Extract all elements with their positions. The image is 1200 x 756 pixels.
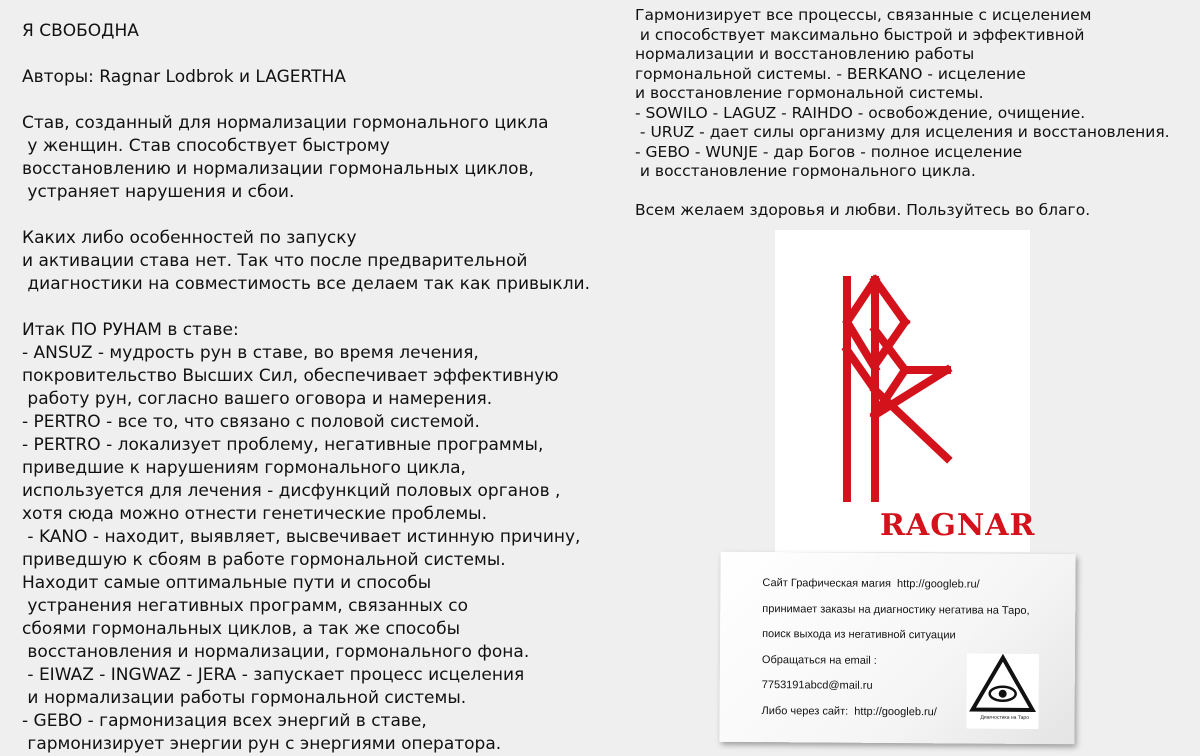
- runes-line: Находит самые оптимальные пути и способы: [22, 573, 432, 593]
- intro-line: Став, созданный для нормализации гормонального цикла: [22, 113, 549, 133]
- eye-in-triangle-icon: [967, 653, 1039, 714]
- runes-line: Итак ПО РУНАМ в ставе:: [22, 320, 239, 340]
- right-line: и способствует максимально быстрой и эффективной: [635, 25, 1085, 44]
- intro-line: у женщин. Став способствует быстрому: [22, 136, 390, 156]
- runes-line: приведшие к нарушениям гормонального цикла,: [22, 458, 466, 478]
- contact-note: [719, 552, 1075, 744]
- launch-line: и активации става нет. Так что после предварительной: [22, 251, 528, 271]
- page-title: Я СВОБОДНА: [22, 21, 139, 41]
- note-line: Обращаться на email :: [761, 653, 877, 667]
- ragnar-label: RAGNAR: [880, 508, 1036, 543]
- intro-line: восстановлению и нормализации гормональных циклов,: [22, 159, 534, 179]
- intro-line: устраняет нарушения и сбои.: [22, 182, 295, 202]
- right-line: и восстановление гормональной системы.: [635, 84, 984, 102]
- runes-line: - GEBO - гармонизация всех энергий в ставе,: [22, 711, 427, 731]
- right-line: - GEBO - WUNJE - дар Богов - полное исцеление: [635, 142, 1023, 161]
- runes-line: - PERTRO - все то, что связано с половой системой.: [22, 412, 480, 432]
- right-line: - URUZ - дает силы организму для исцеления и восстановления.: [635, 123, 1170, 141]
- right-line: Гармонизирует все процессы, связанные с исцелением: [635, 6, 1092, 24]
- runes-line: - PERTRO - локализует проблему, негативные программы,: [22, 435, 544, 455]
- rune-stave-image: [775, 230, 1036, 552]
- runes-line: приведшую к сбоям в работе гормональной системы.: [22, 550, 506, 570]
- note-line: Либо через сайт: http://googleb.ru/: [761, 704, 937, 718]
- runes-line: сбоями гормональных циклов, а так же способы: [22, 619, 460, 639]
- runes-line: восстановления и нормализации, гормонального фона.: [22, 642, 530, 662]
- right-line: нормализации и восстановлению работы: [635, 45, 975, 63]
- runes-line: работу рун, согласно вашего оговора и намерения.: [22, 389, 493, 409]
- right-line: гормональной системы. - BERKANO - исцеление: [635, 64, 1026, 83]
- right-line: - SOWILO - LAGUZ - RAIHDO - освобождение, очищение.: [635, 103, 1086, 122]
- runes-line: - EIWAZ - INGWAZ - JERA - запускает процесс исцеления: [22, 665, 525, 685]
- logo: [966, 653, 1039, 729]
- note-line: принимает заказы на диагностику негатива на Таро,: [762, 602, 1030, 617]
- launch-line: диагностики на совместимость все делаем так как привыкли.: [22, 274, 591, 294]
- logo-caption: Диагностика на Таро: [980, 714, 1030, 721]
- note-line: поиск выхода из негативной ситуации: [762, 628, 956, 642]
- runes-line: - KANO - находит, выявляет, высвечивает истинную причину,: [22, 527, 581, 547]
- right-column: [635, 6, 1195, 221]
- runes-line: устранения негативных программ, связанных со: [22, 596, 469, 616]
- left-column: [22, 20, 622, 756]
- closing-line: Всем желаем здоровья и любви. Пользуйтесь во благо.: [635, 201, 1091, 219]
- runes-line: используется для лечения - дисфункций половых органов ,: [22, 481, 561, 501]
- note-line: Сайт Графическая магия http://googleb.ru/: [762, 577, 980, 591]
- rune-stave-icon: [775, 230, 1030, 530]
- runes-line: покровительство Высших Сил, обеспечивает эффективную: [22, 366, 559, 386]
- authors-line: Авторы: Ragnar Lodbrok и LAGERTHA: [22, 67, 346, 87]
- launch-line: Каких либо особенностей по запуску: [22, 228, 357, 248]
- right-line: и восстановление гормонального цикла.: [635, 162, 976, 180]
- runes-line: гармонизирует энергии рун с энергиями оператора.: [22, 734, 502, 754]
- runes-line: - ANSUZ - мудрость рун в ставе, во время лечения,: [22, 343, 479, 363]
- note-line: 7753191abcd@mail.ru: [761, 679, 873, 692]
- runes-line: хотя сюда можно отнести генетические проблемы.: [22, 504, 487, 524]
- runes-line: и нормализации работы гормональной системы.: [22, 688, 467, 708]
